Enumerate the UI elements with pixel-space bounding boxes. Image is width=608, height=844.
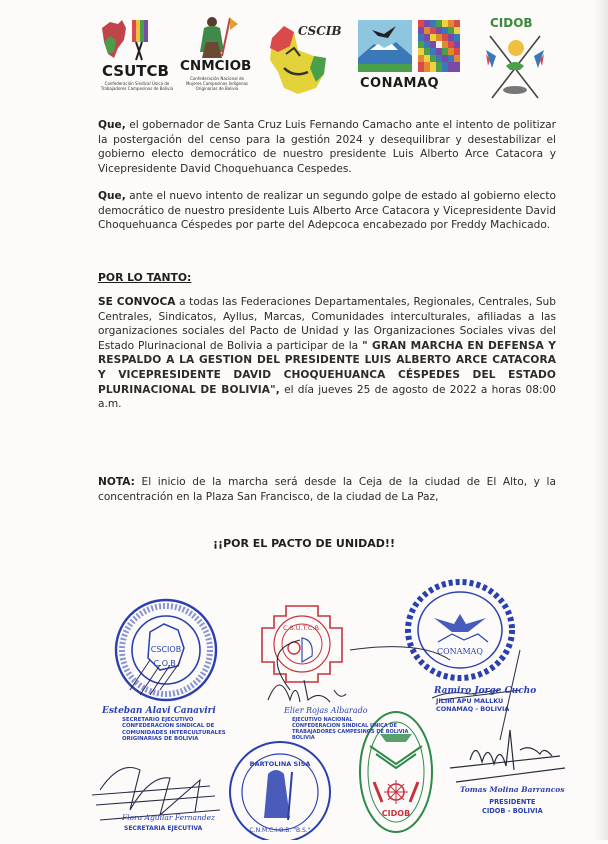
csutcb-logo-name: CSUTCB <box>102 62 169 80</box>
signatory-role: JILIRI APU MALLKU CONAMAQ - BOLIVIA <box>436 697 510 713</box>
march-date-time: el día jueves 25 de agosto de 2022 a horas 08:00 a.m. <box>98 383 556 411</box>
conamaq-logo-name: CONAMAQ <box>360 76 440 91</box>
signatory-role: PRESIDENTE CIDOB - BOLIVIA <box>482 798 543 815</box>
cnmciob-logo-subtitle: Confederación Nacional de Mujeres Campesinas Indígenas Originarias de Bolivia <box>185 76 249 91</box>
paragraph-lead: Que, <box>98 190 126 202</box>
cscib-logo-name: CSCIB <box>298 24 342 38</box>
signatory-name: Esteban Alavi Canaviri <box>102 706 216 716</box>
cnmciob-logo-name: CNMCIOB <box>180 58 252 74</box>
paragraph-lead: SE CONVOCA <box>98 296 176 308</box>
signatory-name: Tomas Molina Barrancos <box>460 785 565 794</box>
cscib-seal-cob-text: C.O.B. <box>153 659 179 668</box>
march-title: " GRAN MARCHA EN DEFENSA Y RESPALDO A LA GESTION DEL PRESIDENTE LUIS ALBERTO ARCE CATACORA Y VICEPRESIDENTE DAVID CHOQUEHUANCA CÉSPEDES DEL ESTADO PLURINACIONAL DE BOLIVIA", <box>98 339 556 396</box>
paragraph-lead: NOTA: <box>98 476 135 488</box>
signatory-role: EJECUTIVO NACIONAL CONFEDERACION SINDICAL UNICA DE TRABAJADORES CAMPESINOS DE BOLIVIA BOLIVIA <box>292 717 409 741</box>
section-heading-por-lo-tanto: POR LO TANTO: <box>98 271 192 284</box>
csutcb-logo-subtitle: Confederación Sindical Única de Trabajadores Campesinos de Bolivia <box>100 81 174 91</box>
signatory-role: SECRETARIA EJECUTIVA <box>124 825 203 832</box>
signatory-name: Elier Rojas Albarado <box>284 706 368 715</box>
cnmciob-seal-center-text: BARTOLINA SISA <box>249 760 311 768</box>
conamaq-seal-center-text: CONAMAQ <box>437 647 483 656</box>
signatory-role: SECRETARIO EJECUTIVO CONFEDERACION SINDICAL DE COMUNIDADES INTERCULTURALES ORIGINARIAS DE BOLIVIA <box>122 717 226 743</box>
paragraph-text: El inicio de la marcha será desde la Ceja de la ciudad de El Alto, y la concentración en la Plaza San Francisco, de la ciudad de La Paz, <box>98 476 556 503</box>
cscib-seal-center-text: CSCIOB <box>150 645 182 654</box>
paragraph-lead: Que, <box>98 119 126 131</box>
signature-elier-rojas <box>268 640 346 702</box>
signatory-name: Ramiro Jorge Cucho <box>434 686 537 696</box>
paragraph-text: a todas las Federaciones Departamentales, Regionales, Centrales, Sub Centrales, Sindicatos, Ayllus, Marcas, Comunidades interculturales, afiliadas a las organizaciones sociales del Pacto de Unidad y las Organizaciones Sociales vivas del Estado Plurinacional de Bolivia a participar de la <box>98 296 556 352</box>
signature-esteban-alavi <box>130 660 180 695</box>
paragraph-text: ante el nuevo intento de realizar un segundo golpe de estado al gobierno electo democrático de nuestro presidente Luis Alberto Arce Catacora y Vicepresidente David Choquehuanca Céspedes por parte del Adepcoca encabezado por Freddy Machicado. <box>98 190 556 232</box>
paragraph-text: el gobernador de Santa Cruz Luis Fernando Camacho ante el intento de politizar la postergación del censo para la gestión 2024 y desequilibrar y desestabilizar el gobierno electo democrático de nuestro presidente Luis Alberto Arce Catacora y Vicepresidente David Choquehuanca Cespedes. <box>98 119 556 175</box>
cidob-logo-name: CIDOB <box>490 16 533 30</box>
slogan: ¡¡POR EL PACTO DE UNIDAD!! <box>213 537 395 550</box>
cnmciob-seal-bottom-text: C.N.M.C.I.O.B. "B.S." <box>249 827 311 834</box>
signature-tomas-molina <box>450 730 565 782</box>
signatory-name: Flora Aguilar Fernandez <box>122 813 215 822</box>
cidob-seal-center-text: CIDOB <box>381 809 411 818</box>
csutcb-seal-center-text: C.S.U.T.C.B. <box>282 624 322 632</box>
